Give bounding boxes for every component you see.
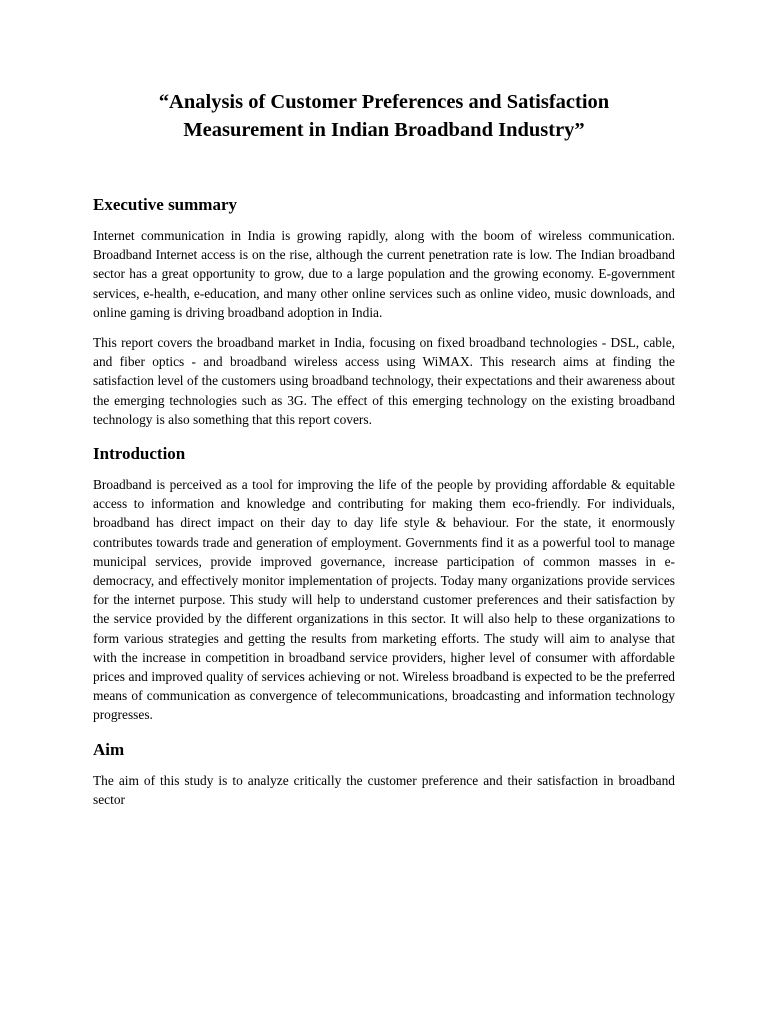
- document-body: [93, 88, 675, 820]
- document-title: [93, 88, 675, 144]
- document-title-line-2: Measurement in Indian Broadband Industry”: [183, 119, 585, 141]
- section-heading-executive-summary: Executive summary: [93, 195, 238, 214]
- section-heading-aim: Aim: [93, 739, 125, 759]
- executive-summary-paragraph-1: Internet communication in India is growing rapidly, along with the boom of wireless communication. Broadband Internet access is on the rise, although the current penetration rate is low. The Indian broadband sector has a great opportunity to grow, due to a large population and the growing economy. E-government services, e-health, e-education, and many other online services such as online video, music downloads, and online gaming is driving broadband adoption in India.: [93, 228, 675, 320]
- aim-paragraph: The aim of this study is to analyze critically the customer preference and their satisfaction in broadband sector: [93, 772, 675, 807]
- introduction-paragraph: Broadband is perceived as a tool for improving the life of the people by providing affordable & equitable access to information and knowledge and contributing for making them eco-friendly. For individuals, broadband has direct impact on their day to day life style & behaviour. For the state, it enormously contributes towards trade and generation of employment. Governments find it as a powerful tool to manage municipal services, provide improved governance, increase participation of common masses in e-democracy, and effectively monitor implementation of projects. Today many organizations provide services for the internet purpose. This study will help to understand customer preferences and their satisfaction by the service provided by the different organizations in this sector. It will also help to these organizations to form various strategies and getting the results from marketing efforts. The study will aim to analyse that with the increase in competition in broadband service providers, higher level of consumer with affordable prices and improved quality of services achieving or not. Wireless broadband is expected to be the preferred means of communication as convergence of telecommunications, broadcasting and information technology progresses.: [93, 477, 675, 723]
- document-title-line-1: “Analysis of Customer Preferences and Satisfaction: [158, 91, 610, 113]
- section-heading-introduction: Introduction: [93, 444, 186, 464]
- executive-summary-paragraph-2: This report covers the broadband market in India, focusing on fixed broadband technologies - DSL, cable, and fiber optics - and broadband wireless access using WiMAX. This research aims at finding the satisfaction level of the customers using broadband technology, their expectations and their awareness about the emerging technologies such as 3G. The effect of this emerging technology on the existing broadband technology is also something that this report covers.: [93, 335, 675, 427]
